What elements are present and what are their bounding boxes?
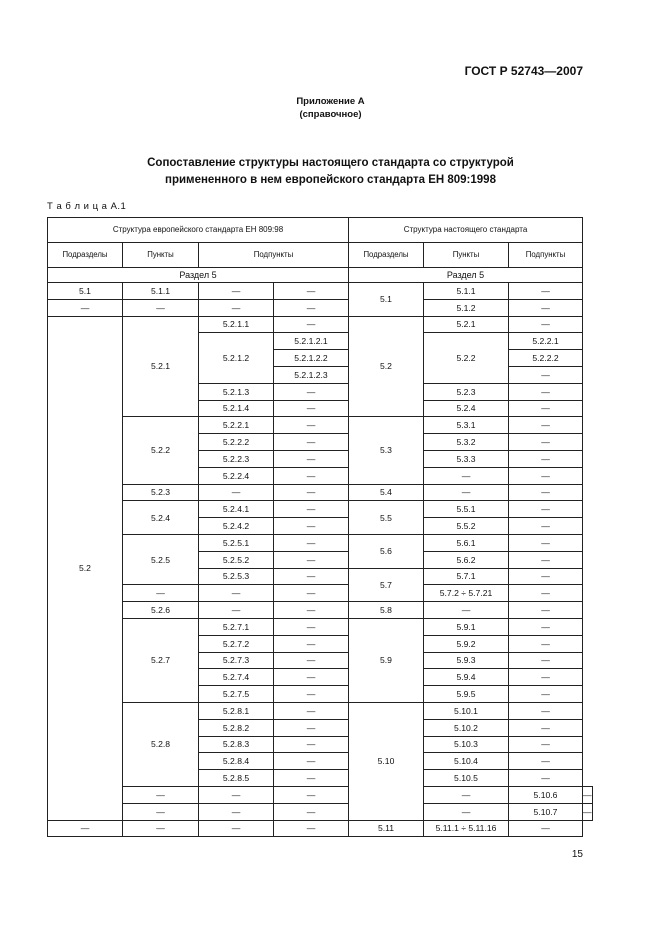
table-cell: 5.2.5.3	[199, 568, 274, 585]
group-header-left: Структура европейского стандарта ЕН 809:98	[48, 218, 349, 243]
table-cell: —	[274, 299, 349, 316]
table-cell: —	[509, 484, 583, 501]
table-cell: 5.6	[349, 534, 424, 568]
table-cell: —	[199, 484, 274, 501]
table-cell: 5.1.1	[424, 283, 509, 300]
table-row	[48, 316, 593, 333]
table-cell: —	[509, 316, 583, 333]
table-row	[48, 417, 593, 434]
table-cell: 5.2.2.2	[509, 350, 583, 367]
table-cell: 5.10	[349, 702, 424, 820]
table-cell: —	[509, 551, 583, 568]
table-cell: —	[509, 820, 583, 837]
table-cell: 5.2.7	[123, 618, 199, 702]
table-cell: 5.2.3	[424, 383, 509, 400]
table-cell: 5.9	[349, 618, 424, 702]
table-cell: —	[199, 803, 274, 820]
table-row	[48, 602, 593, 619]
table-cell: 5.2.7.5	[199, 686, 274, 703]
table-cell: 5.10.5	[424, 770, 509, 787]
table-cell: 5.6.1	[424, 534, 509, 551]
table-cell: —	[274, 719, 349, 736]
table-cell: —	[199, 602, 274, 619]
table-cell: 5.2.5	[123, 534, 199, 584]
table-cell: 5.10.2	[424, 719, 509, 736]
table-cell: 5.2	[349, 316, 424, 417]
table-cell: 5.2.4	[424, 400, 509, 417]
table-cell: 5.9.1	[424, 618, 509, 635]
table-cell: 5.2	[48, 316, 123, 820]
table-cell: —	[509, 400, 583, 417]
table-cell: 5.2.8.5	[199, 770, 274, 787]
table-row	[48, 534, 593, 551]
page-number: 15	[571, 849, 583, 860]
table-cell: 5.2.3	[123, 484, 199, 501]
table-cell: 5.2.2.1	[199, 417, 274, 434]
col-header: Подпункты	[509, 243, 583, 268]
table-cell: —	[509, 299, 583, 316]
table-cell: —	[509, 736, 583, 753]
table-cell: 5.2.1.1	[199, 316, 274, 333]
table-cell: 5.2.8.1	[199, 702, 274, 719]
table-cell: —	[274, 686, 349, 703]
table-cell: 5.11.1 ÷ 5.11.16	[424, 820, 509, 837]
table-cell: 5.5.2	[424, 518, 509, 535]
table-row	[48, 786, 593, 803]
table-cell: 5.2.1.2.2	[274, 350, 349, 367]
table-cell: —	[274, 753, 349, 770]
table-cell: 5.2.7.3	[199, 652, 274, 669]
col-header: Подразделы	[48, 243, 123, 268]
table-cell: —	[274, 383, 349, 400]
table-cell: —	[509, 702, 583, 719]
col-header: Подразделы	[349, 243, 424, 268]
table-cell: 5.2.7.4	[199, 669, 274, 686]
table-cell: —	[274, 770, 349, 787]
table-cell: 5.1	[349, 283, 424, 317]
table-cell: 5.10.6	[509, 786, 583, 803]
table-cell: 5.5	[349, 501, 424, 535]
table-cell: —	[509, 635, 583, 652]
table-cell: —	[509, 770, 583, 787]
table-cell: —	[509, 366, 583, 383]
table-cell: 5.2.2	[424, 333, 509, 383]
table-cell: 5.2.1.4	[199, 400, 274, 417]
table-cell: 5.2.2	[123, 417, 199, 484]
table-cell: 5.3.1	[424, 417, 509, 434]
table-cell: 5.10.3	[424, 736, 509, 753]
document-title-line2: примененного в нем европейского стандарта ЕН 809:1998	[165, 174, 496, 186]
table-row	[48, 702, 593, 719]
table-cell: 5.9.2	[424, 635, 509, 652]
table-cell: 5.10.7	[509, 803, 583, 820]
col-header: Пункты	[123, 243, 199, 268]
table-cell: —	[509, 467, 583, 484]
table-cell: 5.7.1	[424, 568, 509, 585]
table-cell: —	[509, 602, 583, 619]
table-cell: —	[48, 820, 123, 837]
table-cell: —	[274, 635, 349, 652]
table-cell: —	[509, 686, 583, 703]
table-cell: —	[123, 820, 199, 837]
table-cell: 5.2.4.2	[199, 518, 274, 535]
table-label: Т а б л и ц а А.1	[47, 201, 127, 212]
table-cell: —	[274, 501, 349, 518]
table-row	[48, 299, 593, 316]
table-cell: —	[509, 518, 583, 535]
document-title-line1: Сопоставление структуры настоящего стандарта со структурой	[147, 157, 514, 169]
table-cell: —	[274, 551, 349, 568]
table-header-row	[48, 218, 593, 243]
section-label: Раздел 5	[349, 268, 583, 283]
table-cell: —	[424, 467, 509, 484]
table-cell: 5.4	[349, 484, 424, 501]
table-cell: 5.2.6	[123, 602, 199, 619]
table-cell: 5.2.1	[424, 316, 509, 333]
table-cell: 5.3.2	[424, 434, 509, 451]
table-cell: —	[424, 484, 509, 501]
table-cell: —	[509, 534, 583, 551]
table-cell: 5.2.7.2	[199, 635, 274, 652]
table-cell: 5.9.4	[424, 669, 509, 686]
table-cell: 5.6.2	[424, 551, 509, 568]
table-cell: 5.7.2 ÷ 5.7.21	[424, 585, 509, 602]
table-cell: —	[274, 316, 349, 333]
table-cell: —	[274, 283, 349, 300]
table-cell: 5.2.8	[123, 702, 199, 786]
section-row	[48, 268, 593, 283]
col-header: Подпункты	[199, 243, 349, 268]
table-row	[48, 484, 593, 501]
table-cell: 5.7	[349, 568, 424, 602]
table-cell: —	[199, 283, 274, 300]
table-cell: 5.3.3	[424, 450, 509, 467]
table-cell: —	[509, 652, 583, 669]
table-cell: 5.2.2.4	[199, 467, 274, 484]
table-cell: —	[199, 299, 274, 316]
table-cell: 5.2.8.4	[199, 753, 274, 770]
table-cell: —	[274, 669, 349, 686]
table-cell: 5.9.5	[424, 686, 509, 703]
table-cell: —	[509, 568, 583, 585]
table-cell: —	[509, 585, 583, 602]
document-title	[0, 155, 661, 189]
table-cell: —	[583, 803, 593, 820]
table-cell: —	[199, 820, 274, 837]
table-cell: —	[424, 803, 509, 820]
annex-title: Приложение А	[296, 96, 365, 107]
group-header-right: Структура настоящего стандарта	[349, 218, 583, 243]
table-cell: 5.9.3	[424, 652, 509, 669]
table-cell: —	[274, 602, 349, 619]
table-cell: 5.2.1.3	[199, 383, 274, 400]
table-cell: 5.2.4	[123, 501, 199, 535]
table-row	[48, 803, 593, 820]
table-cell: 5.2.4.1	[199, 501, 274, 518]
table-cell: 5.1.1	[123, 283, 199, 300]
table-cell: —	[274, 467, 349, 484]
table-cell: —	[274, 618, 349, 635]
table-cell: 5.2.8.2	[199, 719, 274, 736]
table-cell: —	[274, 652, 349, 669]
table-cell: —	[509, 434, 583, 451]
table-cell: —	[274, 786, 349, 803]
table-cell: 5.5.1	[424, 501, 509, 518]
table-cell: 5.8	[349, 602, 424, 619]
table-cell: —	[274, 585, 349, 602]
table-cell: —	[199, 585, 274, 602]
table-cell: 5.10.4	[424, 753, 509, 770]
table-cell: —	[274, 417, 349, 434]
table-cell: 5.3	[349, 417, 424, 484]
table-cell: —	[509, 669, 583, 686]
table-cell: —	[123, 803, 199, 820]
table-cell: 5.2.1.2	[199, 333, 274, 383]
table-cell: —	[509, 283, 583, 300]
table-cell: 5.2.8.3	[199, 736, 274, 753]
table-cell: —	[509, 618, 583, 635]
table-row	[48, 820, 593, 837]
table-row	[48, 585, 593, 602]
table-cell: —	[274, 568, 349, 585]
table-cell: —	[274, 484, 349, 501]
table-cell: —	[274, 736, 349, 753]
table-cell: —	[509, 383, 583, 400]
table-cell: —	[199, 786, 274, 803]
table-row	[48, 618, 593, 635]
table-cell: 5.2.1.2.3	[274, 366, 349, 383]
table-cell: —	[274, 400, 349, 417]
comparison-table	[47, 217, 593, 837]
table-cell: —	[424, 786, 509, 803]
table-cell: —	[48, 299, 123, 316]
table-cell: 5.1	[48, 283, 123, 300]
table-cell: —	[274, 803, 349, 820]
table-cell: —	[274, 534, 349, 551]
table-cell: 5.2.2.2	[199, 434, 274, 451]
table-cell: 5.2.5.1	[199, 534, 274, 551]
table-cell: 5.2.5.2	[199, 551, 274, 568]
table-cell: 5.2.1	[123, 316, 199, 417]
section-label: Раздел 5	[48, 268, 349, 283]
table-cell: —	[274, 820, 349, 837]
annex-type: (справочное)	[299, 109, 362, 120]
col-header: Пункты	[424, 243, 509, 268]
table-cell: —	[509, 417, 583, 434]
table-cell: 5.2.2.1	[509, 333, 583, 350]
table-cell: —	[509, 753, 583, 770]
table-cell: 5.1.2	[424, 299, 509, 316]
table-cell: 5.10.1	[424, 702, 509, 719]
table-cell: 5.2.7.1	[199, 618, 274, 635]
table-cell: —	[424, 602, 509, 619]
table-cell: —	[274, 434, 349, 451]
table-row	[48, 501, 593, 518]
table-cell: —	[274, 450, 349, 467]
table-cell: —	[509, 719, 583, 736]
table-cell: 5.2.1.2.1	[274, 333, 349, 350]
table-header-row	[48, 243, 593, 268]
table-cell: —	[274, 518, 349, 535]
table-cell: —	[123, 786, 199, 803]
table-cell: —	[123, 585, 199, 602]
table-cell: —	[583, 786, 593, 803]
table-cell: —	[509, 501, 583, 518]
table-row	[48, 283, 593, 300]
table-cell: —	[274, 702, 349, 719]
table-cell: —	[509, 450, 583, 467]
table-cell: —	[123, 299, 199, 316]
table-cell: 5.2.2.3	[199, 450, 274, 467]
table-cell: 5.11	[349, 820, 424, 837]
standard-code: ГОСТ Р 52743—2007	[464, 64, 583, 78]
